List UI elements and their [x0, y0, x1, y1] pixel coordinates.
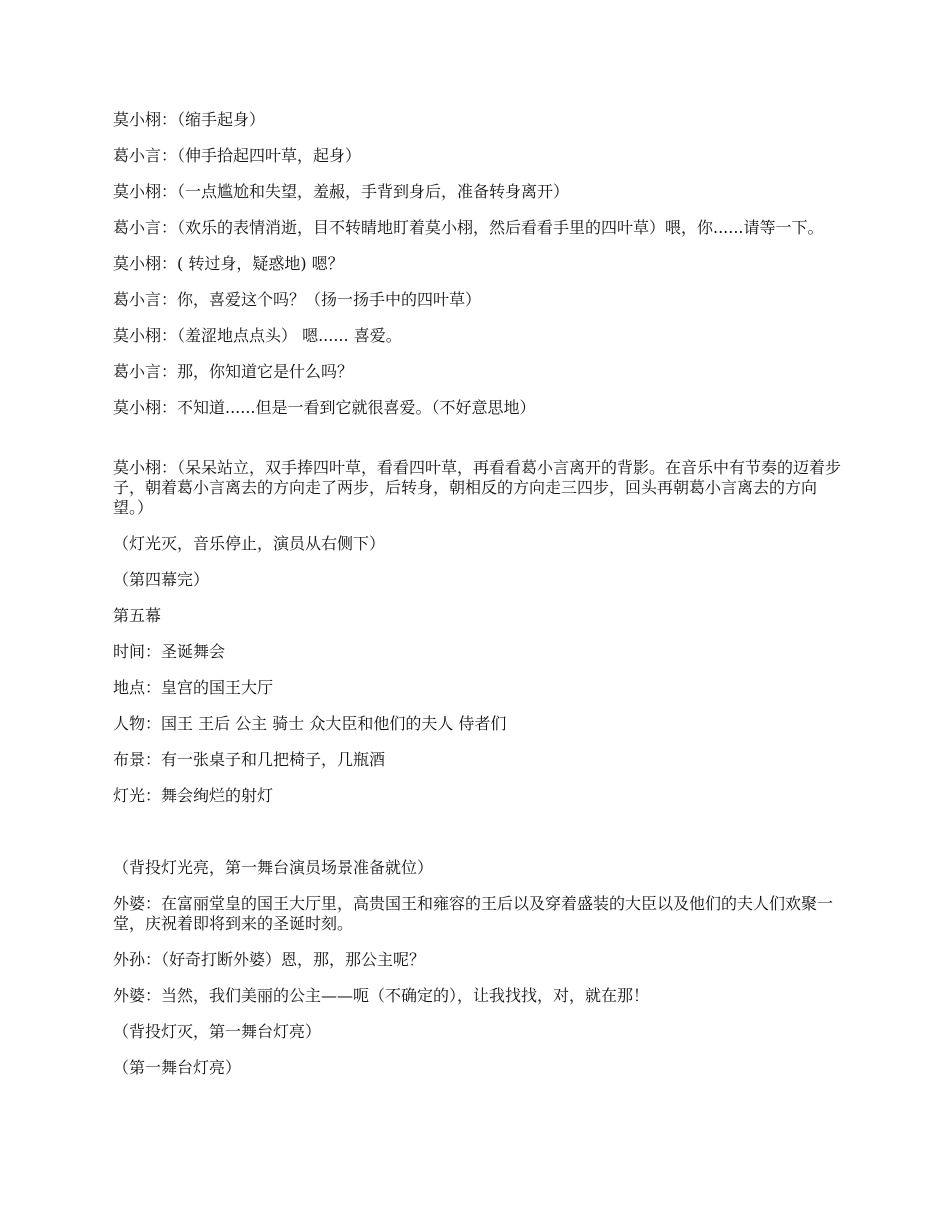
script-line: 葛小言：那，你知道它是什么吗？ [113, 362, 354, 381]
scene-time: 时间：圣诞舞会 [113, 642, 226, 661]
stage-direction: （灯光灭，音乐停止，演员从右侧下） [113, 534, 386, 553]
script-line: 莫小栩：（缩手起身） [113, 110, 266, 129]
stage-direction: （背投灯光亮，第一舞台演员场景准备就位） [113, 858, 434, 877]
script-line: 莫小栩：（呆呆站立，双手捧四叶草，看看四叶草，再看看葛小言离开的背影。在音乐中有节奏的迈着步子，朝着葛小言离去的方向走了两步，后转身，朝相反的方向走三四步，回头再朝葛小言离去的方向望。） [113, 458, 842, 517]
script-line: 葛小言：你，喜爱这个吗？（扬一扬手中的四叶草） [113, 290, 482, 309]
act-end: （第四幕完） [113, 570, 210, 589]
script-line: 外婆：在富丽堂皇的国王大厅里，高贵国王和雍容的王后以及穿着盛装的大臣以及他们的夫人们欢聚一堂，庆祝着即将到来的圣诞时刻。 [113, 894, 834, 933]
script-line: 外孙：（好奇打断外婆）恩，那，那公主呢？ [113, 950, 426, 969]
script-line: 外婆：当然，我们美丽的公主——呃（不确定的），让我找找，对，就在那！ [113, 986, 650, 1005]
stage-direction: （第一舞台灯亮） [113, 1058, 242, 1077]
stage-direction: （背投灯灭，第一舞台灯亮） [113, 1022, 322, 1041]
document-page [113, 110, 845, 1094]
scene-characters: 人物：国王 王后 公主 骑士 众大臣和他们的夫人 侍者们 [113, 714, 507, 733]
script-line: 莫小栩：( 转过身，疑惑地) 嗯？ [113, 254, 344, 273]
script-line: 莫小栩：（羞涩地点点头） 嗯...... 喜爱。 [113, 326, 402, 345]
script-line: 莫小栩：（一点尴尬和失望，羞赧，手背到身后，准备转身离开） [113, 182, 570, 201]
script-line: 葛小言：（欢乐的表情消逝，目不转睛地盯着莫小栩，然后看看手里的四叶草）喂，你......请等一下。 [113, 218, 824, 237]
script-line: 葛小言：（伸手拾起四叶草，起身） [113, 146, 362, 165]
scene-set: 布景：有一张桌子和几把椅子，几瓶酒 [113, 750, 386, 769]
scene-lighting: 灯光：舞会绚烂的射灯 [113, 786, 274, 805]
script-line: 莫小栩：不知道......但是一看到它就很喜爱。（不好意思地） [113, 398, 536, 417]
scene-place: 地点：皇宫的国王大厅 [113, 678, 274, 697]
act-title: 第五幕 [113, 606, 162, 625]
